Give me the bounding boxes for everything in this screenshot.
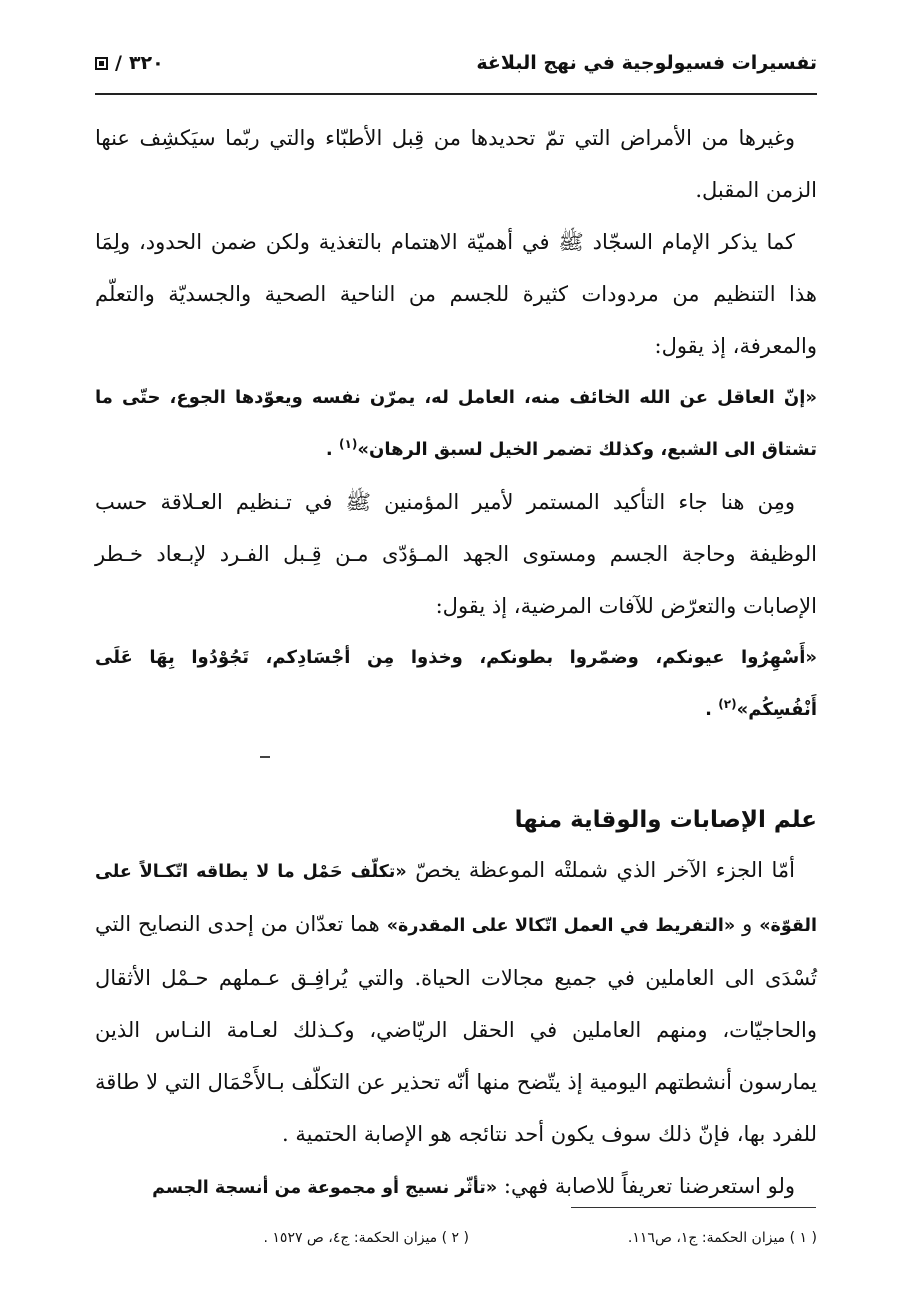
paragraph-imam-sajjad: كما يذكر الإمام السجّاد ﷺ في أهميّة الاهتمام بالتغذية ولكن ضمن الحدود، ولِمَا هذا التنظيم من مردودات كثيرة للجسم من الناحية الصحية والجسديّة والتعلّم والمعرفة، إذ يقول: xyxy=(95,230,817,358)
paragraph-amir-al-muminin: ومِن هنا جاء التأكيد المستمر لأمير المؤمنين ﷺ في تـنظيم العـلاقة حسب الوظيفة وحاجة الجسم ومستوى الجهد المـؤدّى مـن قِـبل الفـرد لإبـعاد خـطر الإصابات والتعرّض للآفات المرضية، إذ يقول: xyxy=(95,490,817,618)
section-spacer xyxy=(95,736,817,782)
quote-1-end: . xyxy=(325,439,340,460)
footnotes xyxy=(95,1230,817,1256)
p5-start: ولو استعرضنا تعريفاً للاصابة فهي: xyxy=(497,1174,795,1198)
p4-quote-1: «تكلّف حَمْل ما لا يطاقه اتّكـالاً على القوّة» xyxy=(95,862,818,936)
paragraph-injury-definition xyxy=(95,1160,817,1214)
p4-start: أمّا الجزء الآخر الذي شملتْه الموعظة يخصّ xyxy=(406,858,796,882)
quote-1-text: «إنّ العاقل عن الله الخائف منه، العامل له، يمرّن نفسه ويعوّدها الجوع، حتّى ما تشتاق الى الشبع، وكذلك تضمر الخيل لسبق الرهان» xyxy=(95,387,817,460)
p4-mid: و xyxy=(735,912,760,936)
footnote-1: ( ١ ) ميزان الحكمة: ج١، ص١١٦. xyxy=(627,1230,817,1246)
page-header xyxy=(95,50,817,84)
section-heading: علم الإصابات والوقاية منها xyxy=(514,807,817,833)
page-separator: / xyxy=(115,52,122,74)
footnote-rule xyxy=(571,1207,816,1208)
page-number: ٣٢٠ xyxy=(128,52,164,74)
square-bullet-icon xyxy=(95,57,108,70)
quote-hadith-1 xyxy=(95,372,817,476)
running-title: تفسيرات فسيولوجية في نهج البلاغة xyxy=(476,52,817,74)
paragraph-diseases: وغيرها من الأمراض التي تمّ تحديدها من قِبل الأطبّاء والتي ربّما سيَكشِف عنها الزمن المقبل. xyxy=(95,126,817,202)
p5-quote: «تأثّر نسيج أو مجموعة من أنسجة الجسم xyxy=(152,1178,498,1198)
stray-mark xyxy=(260,756,270,758)
quote-2-end: . xyxy=(705,699,719,720)
quote-hadith-2 xyxy=(95,632,817,736)
p4-end: هما تعدّان من إحدى النصايح التي تُسْدَى الى العاملين في جميع مجالات الحياة. والتي يُرافِـق عـملهم حـمْل الأثقال والحاجيّات، ومنهم العاملين في الحقل الريّاضي، وكـذلك لعـامة النـاس الذين يمارسون أنشطتهم اليومية إذ يتّضح منها أنّه تحذير عن التكلّف بـالأَحْمَال التي لا طاقة للفرد بها، فإنّ ذلك سوف يكون أحد نتائجه هو الإصابة الحتمية . xyxy=(95,912,817,1146)
footnote-ref-1: (١) xyxy=(339,437,358,451)
footnote-2: ( ٢ ) ميزان الحكمة: ج٤، ص ١٥٢٧ . xyxy=(263,1230,469,1246)
p4-quote-2: «التفريط في العمل اتّكالا على المقدرة» xyxy=(386,916,736,936)
header-rule xyxy=(95,93,817,95)
page-body xyxy=(95,112,817,1214)
page-number-block xyxy=(95,52,164,74)
quote-2-text: «أَسْهِرُوا عيونكم، وضمّروا بطونكم، وخذوا مِن أجْسَادِكم، تَجُوْدُوا بِهَا عَلَى أَنْفُسِكُم» xyxy=(95,647,817,720)
paragraph-injuries xyxy=(95,844,817,1160)
footnote-ref-2: (٢) xyxy=(718,697,737,711)
